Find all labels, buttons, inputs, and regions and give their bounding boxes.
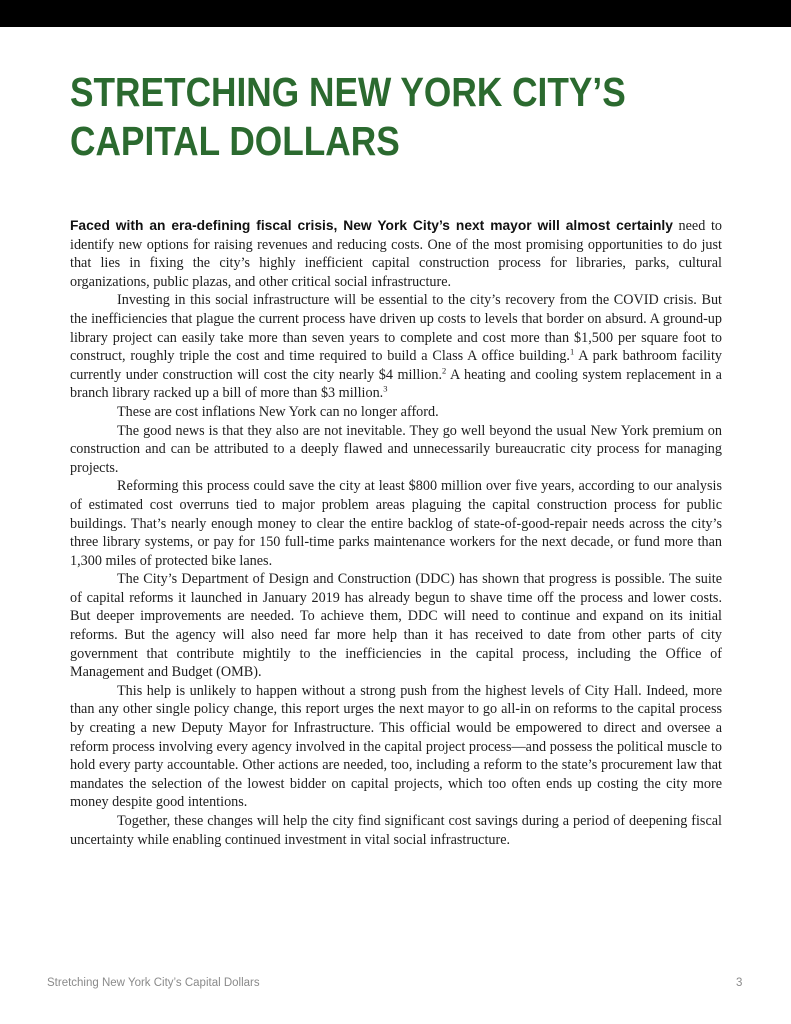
paragraph-2-part-b: A park bathroom facility currently under construction will cost the city nearly $4 million.: [70, 348, 722, 383]
intro-paragraph: [70, 217, 722, 291]
page-title: STRETCHING NEW YORK CITY’S CAPITAL DOLLARS: [70, 69, 626, 164]
paragraph-8: Together, these changes will help the city find significant cost savings during a period of deepening fiscal uncertainty while enabling continued investment in vital social infrastructure.: [70, 813, 722, 848]
page-number: 3: [736, 977, 743, 989]
footnote-ref-3[interactable]: 3: [383, 383, 388, 394]
paragraph-7: This help is unlikely to happen without a strong push from the highest levels of City Hall. Indeed, more than any other single policy change, this report urges the next mayor to go all-in on reforms to the capital process by creating a new Deputy Mayor for Infrastructure. This official would be empowered to direct and oversee a reform process involving every agency involved in the capital project process—and possess the political muscle to hold every party accountable. Other actions are needed, too, including a reform to the state’s procurement law that mandates the selection of the lowest bidder on capital projects, which too often ends up costing the city more money despite good intentions.: [70, 682, 722, 811]
paragraph-3: These are cost inflations New York can no longer afford.: [117, 403, 439, 420]
intro-lead: Faced with an era-defining fiscal crisis, New York City’s next mayor will almost certainly: [70, 218, 673, 233]
paragraph-2: [70, 291, 722, 403]
paragraph-4: The good news is that they also are not inevitable. They go well beyond the usual New York premium on construction and can be attributed to a deeply flawed and unnecessarily bureaucratic city process for managing projects.: [70, 422, 722, 476]
footer-document-title: Stretching New York City’s Capital Dollars: [47, 977, 260, 989]
paragraph-2-part-c: A heating and cooling system replacement in a branch library racked up a bill of more than $3 million.: [70, 366, 722, 402]
intro-rest: need to identify new options for raising revenues and reducing costs. One of the most promising opportunities to do just that lies in fixing the city’s highly inefficient capital construction process for libraries, parks, cultural organizations, public plazas, and other critical social infrastructure.: [70, 218, 722, 290]
paragraph-5: Reforming this process could save the city at least $800 million over five years, according to our analysis of estimated cost overruns tied to major problem areas plaguing the capital construction process for public buildings. That’s nearly enough money to clear the entire backlog of state-of-good-repair needs across the city’s three library systems, or pay for 150 full-time parks maintenance workers for the next decade, or fund more than 1,300 miles of protected bike lanes.: [70, 478, 722, 569]
top-black-bar: [0, 0, 791, 27]
paragraph-6: The City’s Department of Design and Construction (DDC) has shown that progress is possible. The suite of capital reforms it launched in January 2019 has already begun to shave time off the process and lower costs. But deeper improvements are needed. To achieve them, DDC will need to continue and expand on its initial reforms. But the agency will also need far more help than it has received to date from other parts of city government that contribute mightily to the inefficiencies in the capital process, including the Office of Management and Budget (OMB).: [70, 571, 722, 681]
footnote-ref-1[interactable]: 1: [569, 346, 575, 357]
footnote-ref-2[interactable]: 2: [442, 365, 447, 376]
paragraph-2-part-a: Investing in this social infrastructure will be essential to the city’s recovery from the COVID crisis. But the inefficiencies that plague the current process have driven up costs to levels that border on absurd. A ground-up library project can easily take more than seven years to complete and cost more than $1,500 per square foot to construct, roughly triple the cost and time required to build a Class A office building.: [70, 292, 722, 365]
article-body: [70, 217, 722, 849]
